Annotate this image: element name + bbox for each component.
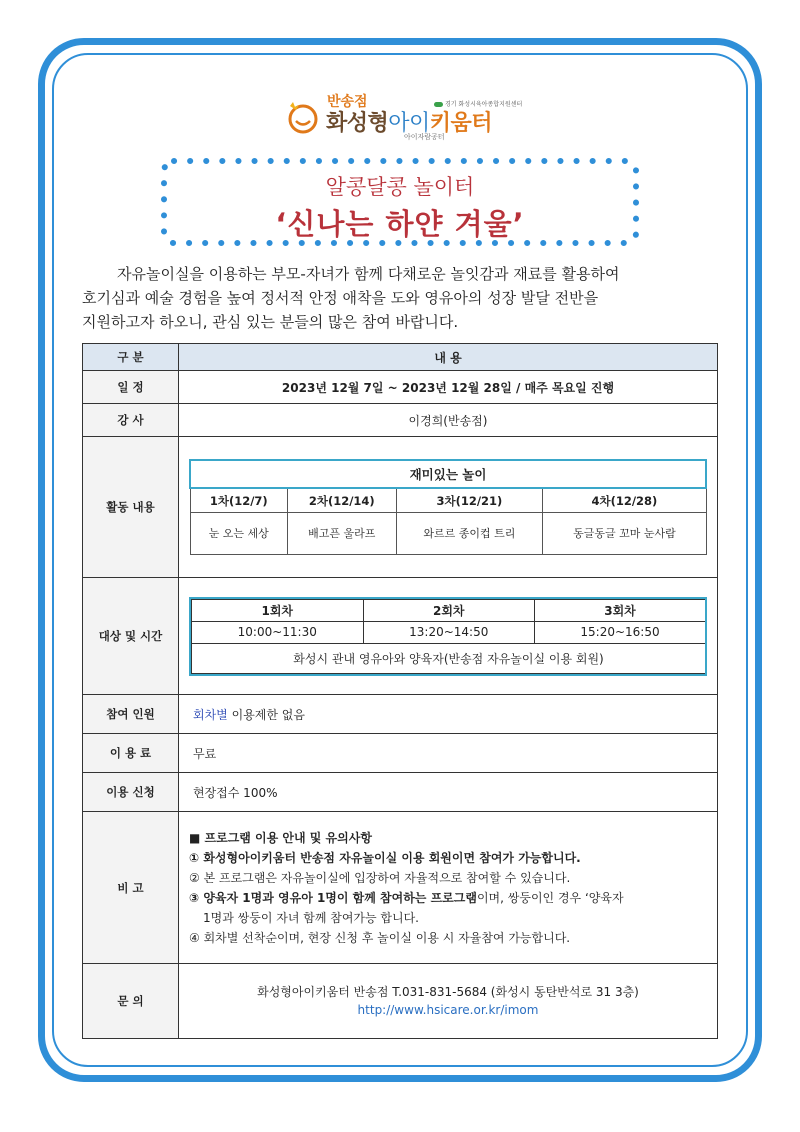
- target-label: 대상 및 시간: [83, 578, 179, 695]
- time-round: 3회차: [535, 599, 706, 621]
- activity-content: [179, 437, 718, 578]
- intro-line: 호기심과 예술 경험을 높여 정서적 안정 애착을 도와 영유아의 성장 발달 전반을: [82, 289, 599, 307]
- time-table: [191, 599, 705, 674]
- intro-line: 지원하고자 하오니, 관심 있는 분들의 많은 참여 바랍니다.: [82, 313, 459, 331]
- intro-text: [82, 262, 722, 334]
- intro-line: 자유놀이실을 이용하는 부모-자녀가 함께 다채로운 놀잇감과 재료를 활용하여: [117, 265, 620, 283]
- session-name: 배고픈 울라프: [288, 512, 397, 554]
- logo-name: 화성형아이키움터: [326, 111, 493, 136]
- title-box: [160, 157, 640, 247]
- contact-content: [179, 964, 718, 1039]
- note-item: ④ 회차별 선착순이며, 현장 신청 후 놀이실 이용 시 자율참여 가능합니다.: [189, 930, 571, 945]
- time-value: 13:20~14:50: [363, 621, 535, 643]
- fee-value: 무료: [179, 734, 718, 773]
- instructor-value: 이경희(반송점): [179, 404, 718, 437]
- session-name: 눈 오는 세상: [190, 512, 288, 554]
- session-round: 2차(12/14): [288, 488, 397, 512]
- notes-content: [179, 812, 718, 964]
- schedule-label: 일 정: [83, 371, 179, 404]
- time-round: 2회차: [363, 599, 535, 621]
- time-round: 1회차: [192, 599, 364, 621]
- activity-table: [189, 459, 707, 555]
- notes-heading: ■ 프로그램 이용 안내 및 유의사항: [189, 830, 372, 845]
- apply-value: 현장접수 100%: [179, 773, 718, 812]
- participants-value: 회차별 이용제한 없음: [179, 695, 718, 734]
- session-round: 1차(12/7): [190, 488, 288, 512]
- session-name: 와르르 종이컵 트리: [396, 512, 543, 554]
- title-line-2: ‘신나는 하얀 겨울’: [275, 207, 525, 241]
- time-value: 10:00~11:30: [192, 621, 364, 643]
- participants-label: 참여 인원: [83, 695, 179, 734]
- session-round: 4차(12/28): [543, 488, 706, 512]
- header-label: 구 분: [83, 344, 179, 371]
- logo: [286, 88, 546, 141]
- program-table: [82, 343, 718, 1039]
- instructor-label: 강 사: [83, 404, 179, 437]
- apply-label: 이용 신청: [83, 773, 179, 812]
- contact-label: 문 의: [83, 964, 179, 1039]
- activity-label: 활동 내용: [83, 437, 179, 578]
- schedule-value: 2023년 12월 7일 ~ 2023년 12월 28일 / 매주 목요일 진행: [179, 371, 718, 404]
- session-name: 동글동글 꼬마 눈사람: [543, 512, 706, 554]
- title-line-1: 알콩달콩 놀이터: [325, 175, 475, 199]
- website-link[interactable]: http://www.hsicare.or.kr/imom: [357, 1003, 539, 1017]
- smile-face-icon: [286, 100, 320, 134]
- time-value: 15:20~16:50: [535, 621, 706, 643]
- note-item: 1명과 쌍둥이 자녀 함께 참여가능 합니다.: [203, 910, 419, 925]
- target-content: [179, 578, 718, 695]
- fee-label: 이 용 료: [83, 734, 179, 773]
- notes-label: 비 고: [83, 812, 179, 964]
- logo-branch: 반송점: [327, 94, 368, 110]
- note-item: ② 본 프로그램은 자유놀이실에 입장하여 자율적으로 참여할 수 있습니다.: [189, 870, 571, 885]
- note-item: ① 화성형아이키움터 반송점 자유놀이실 이용 회원이면 참여가 가능합니다.: [189, 850, 581, 865]
- org-logo: 경기 화성시육아종합지원센터: [434, 99, 522, 108]
- target-value: 화성시 관내 영유아와 양육자(반송점 자유놀이실 이용 회원): [192, 643, 706, 673]
- session-round: 3차(12/21): [396, 488, 543, 512]
- activity-title: 재미있는 놀이: [190, 460, 706, 488]
- logo-subtitle: 아이자람공터: [404, 133, 445, 141]
- header-content: 내 용: [179, 344, 718, 371]
- note-item: ③ 양육자 1명과 영유아 1명이 함께 참여하는 프로그램이며, 쌍둥이인 경우 ‘양육자: [189, 890, 624, 905]
- contact-info: 화성형아이키움터 반송점 T.031-831-5684 (화성시 동탄반석로 31 3층): [257, 985, 639, 999]
